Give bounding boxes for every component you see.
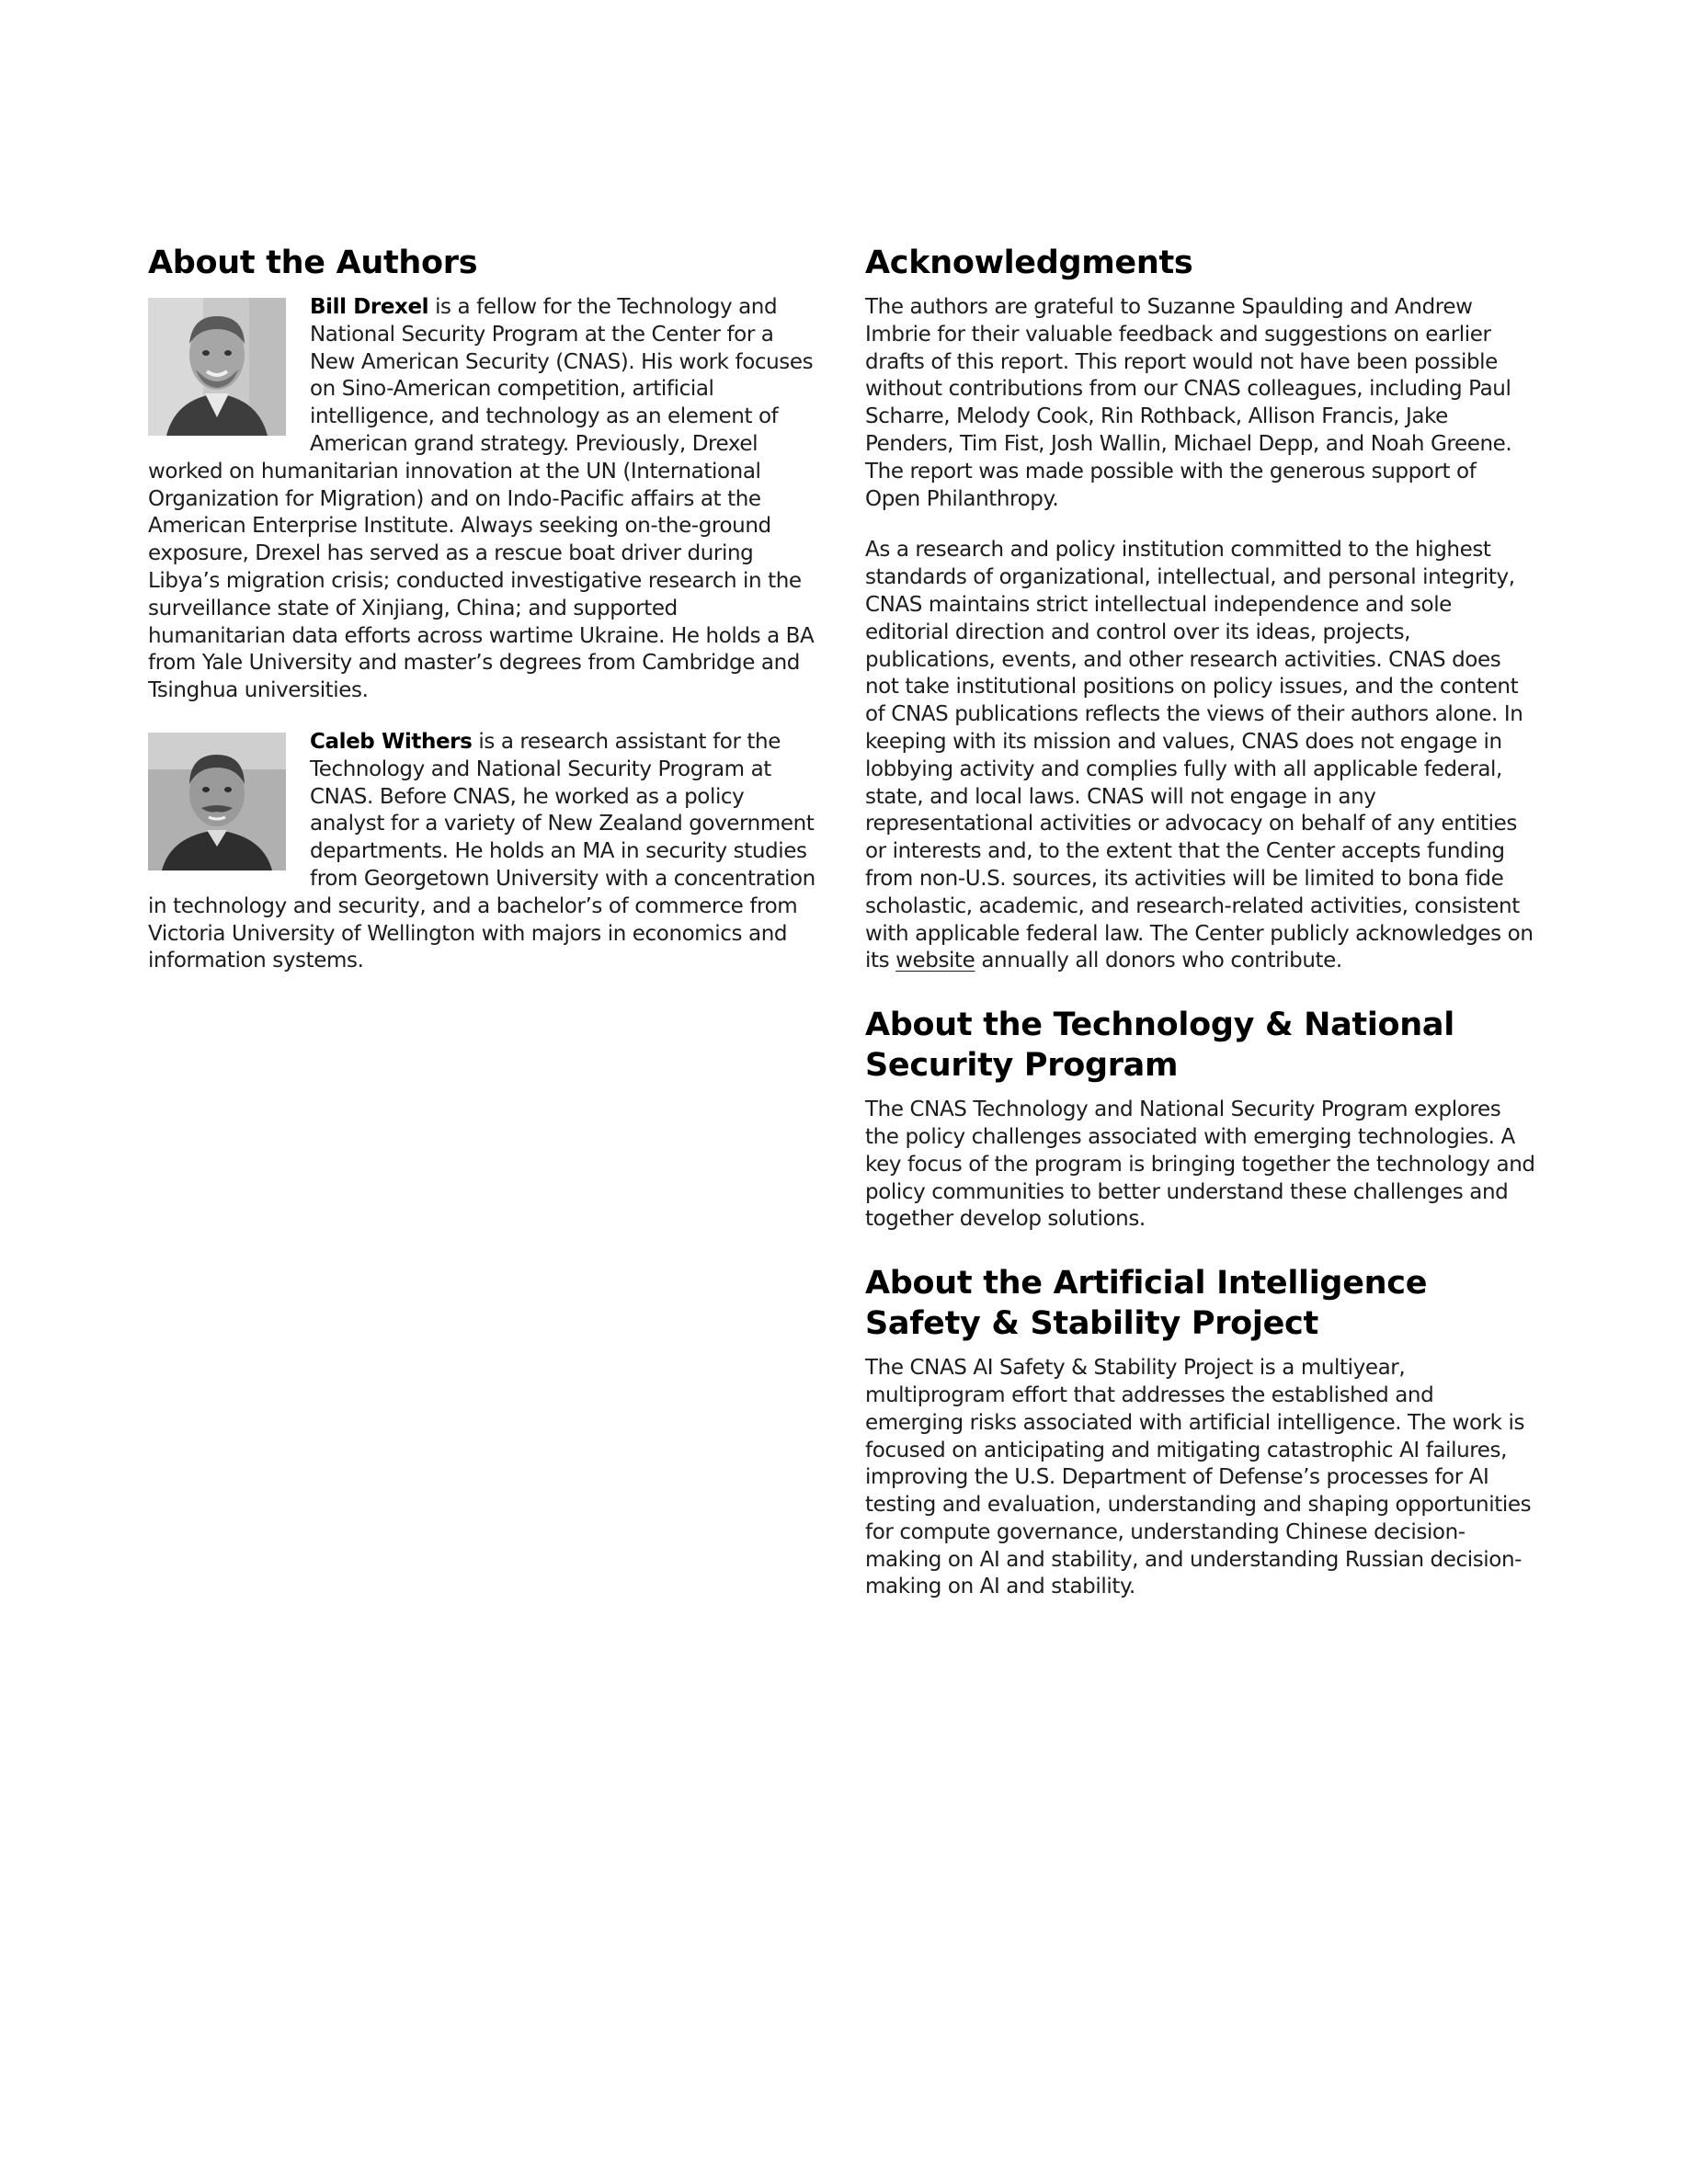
acknowledgments-heading: Acknowledgments	[865, 245, 1193, 281]
author-photo-drexel	[148, 298, 286, 436]
tech-program-text: The CNAS Technology and National Security Program explores the policy challenges associated with emerging technologies. A key focus of the program is bringing together the technology and policy communities to better understand these challenges and together develop solutions.	[865, 1098, 1535, 1232]
right-column	[865, 243, 1536, 1601]
authors-heading: About the Authors	[148, 245, 478, 281]
author-bio-drexel	[148, 294, 819, 705]
author-bio-withers	[148, 729, 819, 975]
author-name-withers: Caleb Withers	[310, 729, 473, 754]
author-text-withers: is a research assistant for the Technology and National Security Program at CNAS. Before CNAS, he worked as a policy analyst for a variety of New Zealand government departments. He holds an MA in security studies from Georgetown University with a concentration in technology and security, and a bachelor’s of commerce from Victoria University of Wellington with majors in economics and information systems.	[148, 729, 815, 973]
acknowledgments-para2-end: annually all donors who contribute.	[975, 949, 1342, 973]
tech-program-heading: About the Technology & National Security Program	[865, 1007, 1454, 1085]
author-text-drexel: is a fellow for the Technology and National Security Program at the Center for a New American Security (CNAS). His work focuses on Sino-American competition, artificial intelligence, and technology as an element of American grand strategy. Previously, Drexel worked on humanitarian innovation at the UN (International Organization for Migration) and on Indo-Pacific affairs at the American Enterprise Institute. Always seeking on-the-ground exposure, Drexel has served as a rescue boat driver during Libya’s migration crisis; conducted investigative research in the surveillance state of Xinjiang, China; and supported humanitarian data efforts across wartime Ukraine. He holds a BA from Yale University and master’s degrees from Cambridge and Tsinghua universities.	[148, 295, 815, 703]
acknowledgments-paragraph-2	[865, 537, 1536, 975]
acknowledgments-para2-text: As a research and policy institution committed to the highest standards of organizational, intellectual, and personal integrity, CNAS maintains strict intellectual independence and sole editorial direction and control over its ideas, projects, publications, events, and other research activities. CNAS does not take institutional positions on policy issues, and the content of CNAS publications reflects the views of their authors alone. In keeping with its mission and values, CNAS does not engage in lobbying activity and complies fully with all applicable federal, state, and local laws. CNAS will not engage in any representational activities or advocacy on behalf of any entities or interests and, to the extent that the Center accepts funding from non-U.S. sources, its activities will be limited to bona fide scholastic, academic, and research-related activities, consistent with applicable federal law. The Center publicly acknowledges on its	[865, 538, 1534, 973]
ai-project-heading: About the Artificial Intelligence Safety & Stability Project	[865, 1265, 1428, 1343]
author-photo-withers	[148, 733, 286, 870]
tech-program-section	[865, 1005, 1536, 1234]
acknowledgments-paragraph-1: The authors are grateful to Suzanne Spaulding and Andrew Imbrie for their valuable feedback and suggestions on earlier drafts of this report. This report would not have been possible without contributions from our CNAS colleagues, including Paul Scharre, Melody Cook, Rin Rothback, Allison Francis, Jake Penders, Tim Fist, Josh Wallin, Michael Depp, and Noah Greene. The report was made possible with the generous support of Open Philanthropy.	[865, 295, 1512, 511]
author-name-drexel: Bill Drexel	[310, 295, 429, 319]
ai-project-text: The CNAS AI Safety & Stability Project is a multiyear, multiprogram effort that addresses the established and emerging risks associated with artificial intelligence. The work is focused on anticipating and mitigating catastrophic AI failures, improving the U.S. Department of Defense’s processes for AI testing and evaluation, understanding and shaping opportunities for compute governance, understanding Chinese decision-making on AI and stability, and understanding Russian decision-making on AI and stability.	[865, 1356, 1532, 1599]
website-link[interactable]: website	[895, 949, 975, 973]
authors-column	[148, 243, 819, 999]
ai-project-section	[865, 1263, 1536, 1601]
